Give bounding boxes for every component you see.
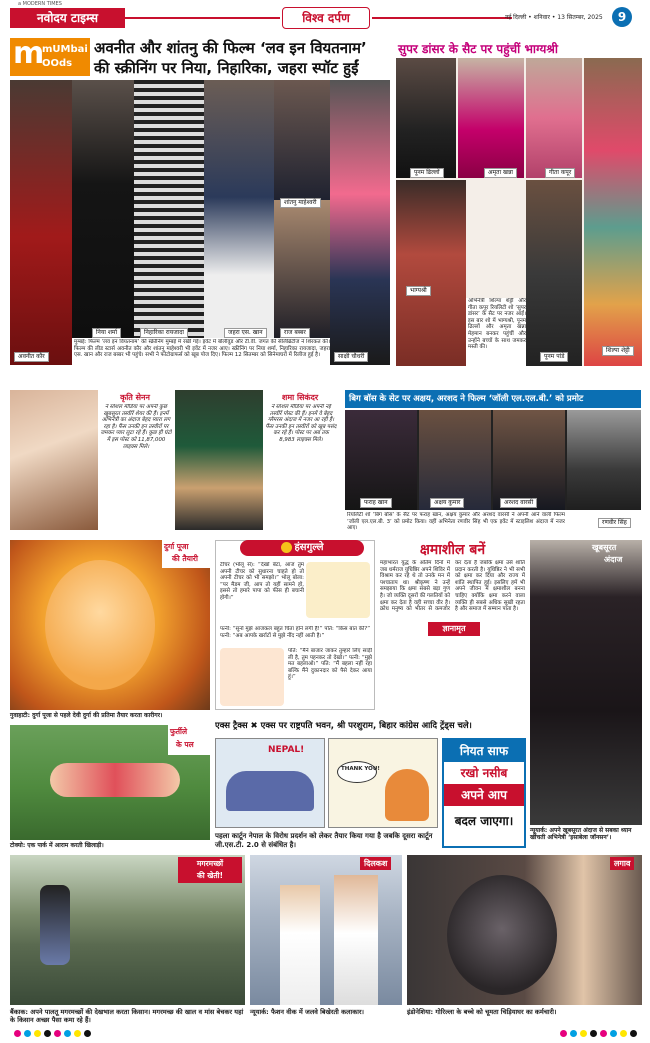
mumbai-body: मुम्बई: फिल्म ‘लव इन वियतनाम’ की स्क्रीनिंग मुम्बई में रखी गई। इवेंट में बॉलीवुड और टी.वी. जगत की सेलिब्रिटीज ने शिरकत की। फिल्म की लीड स्टार्स अवनीत कौर और शांतनु माहेश्वरी भी इवेंट में नजर आए। स्क्रीनिंग पर निया शर्मा, निहारिका रायजादा, जहरा एस. खान और राज बब्बर भी पहुंचे। सभी ने फोटोग्राफर्स को खूब पोज दिए। फिल्म 12 सितम्बर को सिनेमाघरों में रिलीज हुई है। <box>74 339 330 359</box>
photo-raj <box>274 200 330 340</box>
photo-poonam-pandey <box>526 180 582 366</box>
date-line: नई दिल्ली • शनिवार • 13 सितम्बर, 2025 <box>505 14 603 21</box>
mumbai-headline-1: अवनीत और शांतनु की फिल्म ‘लव इन वियतनाम’ <box>94 39 367 57</box>
dot <box>64 1030 71 1037</box>
dot <box>580 1030 587 1037</box>
fashion-label-1: खूबसूरत <box>592 543 617 552</box>
niyat-line-2: रखो नसीब <box>460 766 508 780</box>
tag-shilpa: शिल्पा शेट्टी <box>602 346 634 356</box>
photo-shilpa <box>584 58 642 366</box>
photo-fashion2 <box>250 855 402 1005</box>
superdancer-headline: सुपर डांसर के सैट पर पहुंचीं भाग्यश्री <box>398 42 558 56</box>
sport-athlete <box>50 763 180 797</box>
biggboss-body: रियलिटी शो ‘बिग बॉस’ के सैट पर फराह खान, अक्षय कुमार और अरशद वारसी ने अपनी आने वाली फिल्म ‘जॉली एल.एल.बी. 3’ को प्रमोट किया। वहीं अभिनेता रणवीर सिंह भी एक इवेंट में स्टाइलिश अंदाज में नजर आए। <box>347 512 565 532</box>
dot <box>44 1030 51 1037</box>
dot <box>570 1030 577 1037</box>
mumbai-logo-m: m <box>13 36 45 71</box>
photo-shama <box>175 390 263 530</box>
sport-label-1: फुर्तीले <box>170 727 188 736</box>
mumbai-logo <box>10 38 90 76</box>
photo-geeta <box>526 58 582 178</box>
sport-caption: टोक्यो: एक पार्क में आराम करती खिलाड़ी। <box>10 842 104 849</box>
farm-label-2: की खेती! <box>196 871 224 880</box>
joke-3: पति: “मैंने बाजार जाकर तुम्हारे लिए साड़ी ली है, तुम पहनकर तो देखो।” पत्नी: “मुझे मत बहलाओ।” पति: “मैं बहला नहीं रहा बल्कि मैंने दुकानदार को पैसे देकर आया हूं।” <box>288 648 372 681</box>
dot <box>14 1030 21 1037</box>
brand-logo: नवोदय टाइम्स <box>10 8 125 28</box>
tag-niharika: निहारिका रायजादा <box>140 328 188 338</box>
photo-niharika <box>134 80 204 340</box>
fashion2-label: दिलकश <box>360 857 391 870</box>
tag-avneet: अवनीत कौर <box>14 352 49 362</box>
dot <box>630 1030 637 1037</box>
dot <box>84 1030 91 1037</box>
photo-sakshi <box>330 80 390 365</box>
photo-zahra <box>204 80 274 340</box>
niyat-box <box>442 738 526 848</box>
niyat-line-3: अपने आप <box>444 784 524 806</box>
dot <box>590 1030 597 1037</box>
hansgulle-illustration-2 <box>220 648 284 706</box>
fashion2-model-right <box>334 875 378 1005</box>
dot <box>610 1030 617 1037</box>
dot <box>620 1030 627 1037</box>
joke-2: पत्नी: “सुनो मुझे आजकल बहुत चिंता होने लगी है!” पति: “किस बात की?” पत्नी: “अब आपके खर्राटों से मुझे नींद नहीं आती है।” <box>220 626 370 639</box>
fashion2-caption: न्यूयार्क: फैशन वीक में जलवे बिखेरती कलाकार। <box>250 1008 365 1016</box>
tag-arshad: अरशद वारसी <box>500 498 537 508</box>
tag-farah: फराह खान <box>360 498 392 508</box>
mumbai-logo-bottom: OOds <box>42 58 73 69</box>
fashion2-model-left <box>280 885 320 1005</box>
biggboss-photos <box>345 410 641 510</box>
masthead <box>0 0 650 36</box>
hansgulle-title <box>240 540 364 556</box>
photo-amrita <box>458 58 524 178</box>
kriti-body: ने सोशल मीडिया पर अपनी कुछ खूबसूरत तस्वीरें शेयर की हैं। इनमें अभिनेत्री का अंदाज बेहद प्यारा लग रहा है। फैंस उनकी इन तस्वीरों पर जमकर प्यार लुटा रहे हैं। कुछ ही घंटों में इस पोस्ट को 11,87,000 लाइक्स मिले। <box>100 404 172 450</box>
cartoon-gst-figure <box>385 769 429 821</box>
kriti-name: कृति सेनन <box>120 393 150 402</box>
tag-poonam: पूनम ढिल्लों <box>410 168 444 178</box>
cartoon-nepal <box>215 738 325 828</box>
sport-label-2: के पल <box>176 740 194 749</box>
smile-icon <box>281 542 292 553</box>
photo-poonam <box>396 58 456 178</box>
hansgulle-title-text: हंसगुल्ले <box>294 542 324 553</box>
photo-avneet <box>10 80 72 365</box>
durga-label-1: दुर्गा पूजा <box>164 542 189 551</box>
page-number: 9 <box>612 7 632 27</box>
mumbai-logo-top: mUMbai <box>42 44 88 55</box>
farm-label-1: मगरमच्छों <box>196 859 224 868</box>
tag-raj: राज बब्बर <box>280 328 310 338</box>
joke-1: टीचर (भोलू से): “देखो बेटा, आज तुम अपनी टीचर को सुधारना चाहते हो तो अपनी टीचर को भी समझो।” भोलू बोला: “पर मैडम जी, आप तो यहीं सामने हो, इससे तो हमारे पापा को फीस ही बचानी होगी।” <box>220 562 304 601</box>
durga-label-2: की तैयारी <box>172 554 198 563</box>
photo-arshad <box>493 410 565 510</box>
hansgulle-illustration-1 <box>306 562 370 618</box>
photo-farah <box>345 410 417 510</box>
dot <box>24 1030 31 1037</box>
cartoon-gst <box>328 738 438 828</box>
superdancer-body: अभिनेत्री शिल्पा शेट्टी और गीता कपूर रियलिटी शो ‘सुपर डांसर’ के सैट पर नजर आईं। इस बार शो में भाग्यश्री, पूनम ढिल्लों और अमृता खन्ना मेहमान बनकर पहुंचीं और उन्होंने बच्चों के साथ जमकर मस्ती की। <box>468 298 526 351</box>
registration-dots-left <box>14 1030 91 1037</box>
registration-dots-right <box>560 1030 637 1037</box>
gorilla-baby <box>447 875 557 995</box>
kshama-badge: ज्ञानामृत <box>428 622 480 636</box>
durga-face <box>45 560 155 690</box>
photo-fashion <box>530 540 642 825</box>
tag-amrita: अमृता खन्ना <box>484 168 517 178</box>
cartoon-nepal-text: NEPAL! <box>268 745 305 755</box>
fashion-label-2: अंदाज <box>604 555 623 564</box>
dot <box>560 1030 567 1037</box>
gorilla-caption: इंडोनेशिया: गोरिल्ला के बच्चे को चूमता चिड़ियाघर का कर्मचारी। <box>407 1008 557 1016</box>
tag-shantanu: शांतनु माहेश्वरी <box>280 198 321 208</box>
tag-ranveer: रणवीर सिंह <box>598 518 631 528</box>
biggboss-headline: बिग बॉस के सेट पर अक्षय, अरशद ने फिल्म ‘जॉली एल.एल.बी.’ को प्रमोट <box>345 390 641 408</box>
masthead-tiny: a MODERN TIMES <box>18 1 62 7</box>
farm-label <box>178 857 242 883</box>
tag-geeta: गीता कपूर <box>545 168 575 178</box>
photo-akshay <box>419 410 491 510</box>
cartoon-nepal-figure <box>226 771 314 811</box>
farm-caption: बैंकाक: अपने पालतू मगरमच्छों की देखभाल करता किसान। मगरमच्छ की खाल व मांस बेचकर यहां के किसान अच्छा पैसा कमा रहे हैं। <box>10 1008 244 1024</box>
dot <box>34 1030 41 1037</box>
niyat-line-4: बदल जाएगा। <box>454 814 514 828</box>
shama-body: ने सोशल मीडिया पर अपनी नई तस्वीरें पोस्ट की हैं। इनमें वे बेहद ग्लैमरस अंदाज में नजर आ रही हैं। फैंस उनकी इन तस्वीरों को खूब पसंद कर रहे हैं। पोस्ट पर अब तक 8,983 लाइक्स मिले। <box>265 404 337 443</box>
farm-farmer <box>40 885 70 965</box>
tag-bhagyashree: भाग्यश्री <box>406 286 431 296</box>
section-title: विश्व दर्पण <box>282 7 370 29</box>
photo-bhagyashree <box>396 180 466 366</box>
cartoon-gst-text: THANK YOU! <box>341 766 380 772</box>
photo-ranveer <box>567 410 641 510</box>
dot <box>74 1030 81 1037</box>
tag-sakshi: साक्षी चौधरी <box>334 352 368 362</box>
photo-gorilla <box>407 855 642 1005</box>
express-headline: एक्स ट्रैक्स ✖ एक्स पर राष्ट्रपति भवन, श्री परशुराम, बिहार कांग्रेस आदि ट्रेंड्स चले। <box>215 721 472 731</box>
photo-nia <box>72 80 134 340</box>
kshama-body: महाभारत युद्ध के अंतिम दिनों में जब धर्मराज युधिष्ठिर अपने शिविर में विश्राम कर रहे थे तो उनके मन में पश्चाताप था। श्रीकृष्ण ने उन्हें समझाया कि क्षमा सबसे बड़ा गुण है। जो व्यक्ति दूसरों की गलतियों को क्षमा कर देता है वही सच्चा वीर है। क्रोध मनुष्य को भीतर से कमजोर कर देता है जबकि क्षमा उसे शांति प्रदान करती है। युधिष्ठिर ने भी सभी को क्षमा कर दिया और राज्य में शांति स्थापित हुई। इसलिए हमें भी अपने जीवन में क्षमाशील बनना चाहिए क्योंकि क्षमा करने वाला व्यक्ति ही सबसे अधिक सुखी रहता है और समाज में सम्मान पाता है। <box>380 560 525 613</box>
mumbai-photo-strip <box>10 80 390 365</box>
kshama-title: क्षमाशील बनें <box>419 542 486 558</box>
tag-zahra: जहरा एस. खान <box>224 328 267 338</box>
dot <box>54 1030 61 1037</box>
photo-shantanu <box>274 80 330 200</box>
express-caption: पहला कार्टून नेपाल के विरोध प्रदर्शन को लेकर तैयार किया गया है जबकि दूसरा कार्टून जी.एस.टी. 2.0 से संबंधित है। <box>215 832 433 849</box>
tag-nia: निया शर्मा <box>92 328 121 338</box>
tag-poonam-pandey: पूनम पांडे <box>540 352 568 362</box>
niyat-line-1: नियत साफ <box>444 740 524 762</box>
masthead-rule-left <box>125 17 280 19</box>
photo-kriti <box>10 390 98 530</box>
cartoon-gst-bubble <box>337 761 377 783</box>
shama-name: शमा सिकंदर <box>281 393 319 402</box>
dot <box>600 1030 607 1037</box>
durga-caption: गुवाहाटी: दुर्गा पूजा से पहले देवी दुर्गा की प्रतिमा तैयार करता कारीगर। <box>10 712 163 719</box>
masthead-rule-right <box>372 17 512 19</box>
mumbai-headline-2: की स्क्रीनिंग पर निया, निहारिका, जहरा स्पॉट हुईं <box>94 59 359 77</box>
fashion-caption: न्यूयार्क: अपने खूबसूरत अंदाज से सबका ध्यान खींचती अभिनेत्री ‘इसाबेला जॉनसन’। <box>530 827 632 841</box>
tag-akshay: अक्षय कुमार <box>430 498 464 508</box>
gorilla-label: लगाव <box>610 857 634 870</box>
